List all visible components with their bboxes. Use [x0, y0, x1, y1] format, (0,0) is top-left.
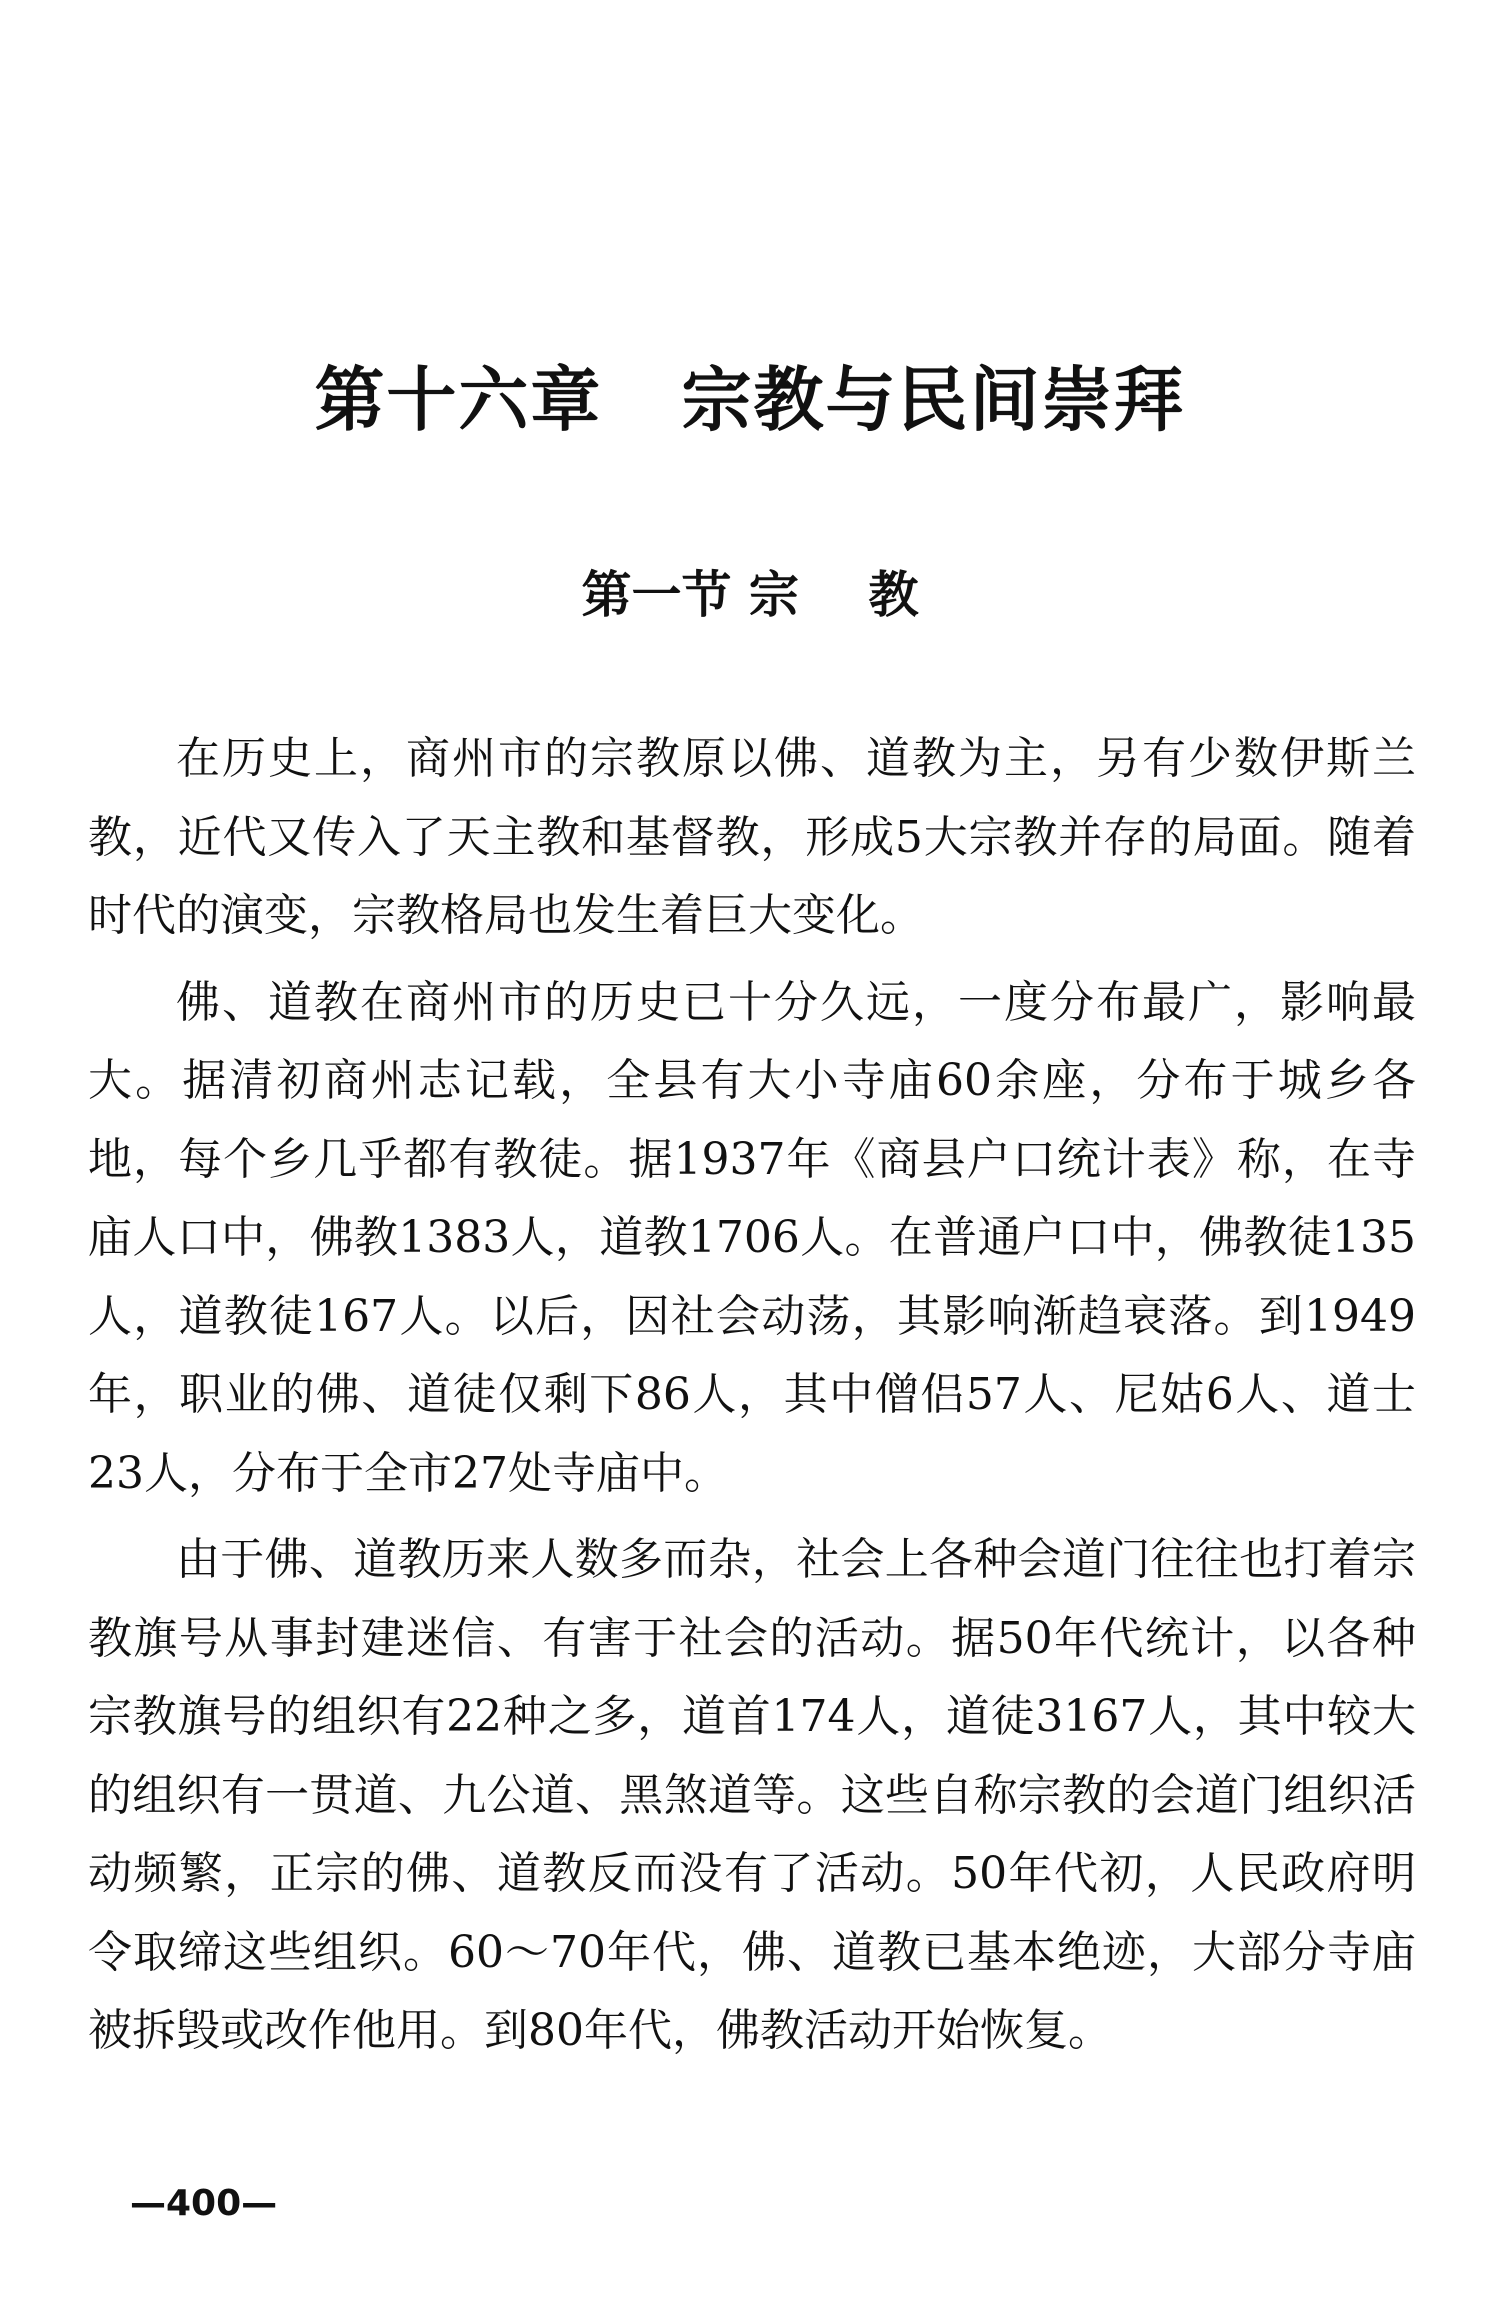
- paragraph-2: 佛、道教在商州市的历史已十分久远，一度分布最广，影响最大。据清初商州志记载，全县有大小寺庙60余座，分布于城乡各地，每个乡几乎都有教徒。据1937年《商县户口统计表》称，在寺庙人口中，佛教1383人，道教1706人。在普通户口中，佛教徒135人，道教徒167人。以后，因社会动荡，其影响渐趋衰落。到1949年，职业的佛、道徒仅剩下86人，其中僧侣57人、尼姑6人、道士23人，分布于全市27处寺庙中。: [88, 976, 1416, 1499]
- chapter-title: 第十六章 宗教与民间崇拜: [314, 359, 1186, 441]
- page-number: —400—: [130, 2183, 278, 2224]
- section-title: 第一节 宗 教: [581, 565, 919, 624]
- body-text: [88, 720, 1416, 2071]
- paragraph-3: 由于佛、道教历来人数多而杂，社会上各种会道门往往也打着宗教旗号从事封建迷信、有害于社会的活动。据50年代统计，以各种宗教旗号的组织有22种之多，道首174人，道徒3167人，其中较大的组织有一贯道、九公道、黑煞道等。这些自称宗教的会道门组织活动频繁，正宗的佛、道教反而没有了活动。50年代初，人民政府明令取缔这些组织。60～70年代，佛、道教已基本绝迹，大部分寺庙被拆毁或改作他用。到80年代，佛教活动开始恢复。: [88, 1534, 1416, 2056]
- paragraph-1: 在历史上，商州市的宗教原以佛、道教为主，另有少数伊斯兰教，近代又传入了天主教和基督教，形成5大宗教并存的局面。随着时代的演变，宗教格局也发生着巨大变化。: [88, 733, 1416, 941]
